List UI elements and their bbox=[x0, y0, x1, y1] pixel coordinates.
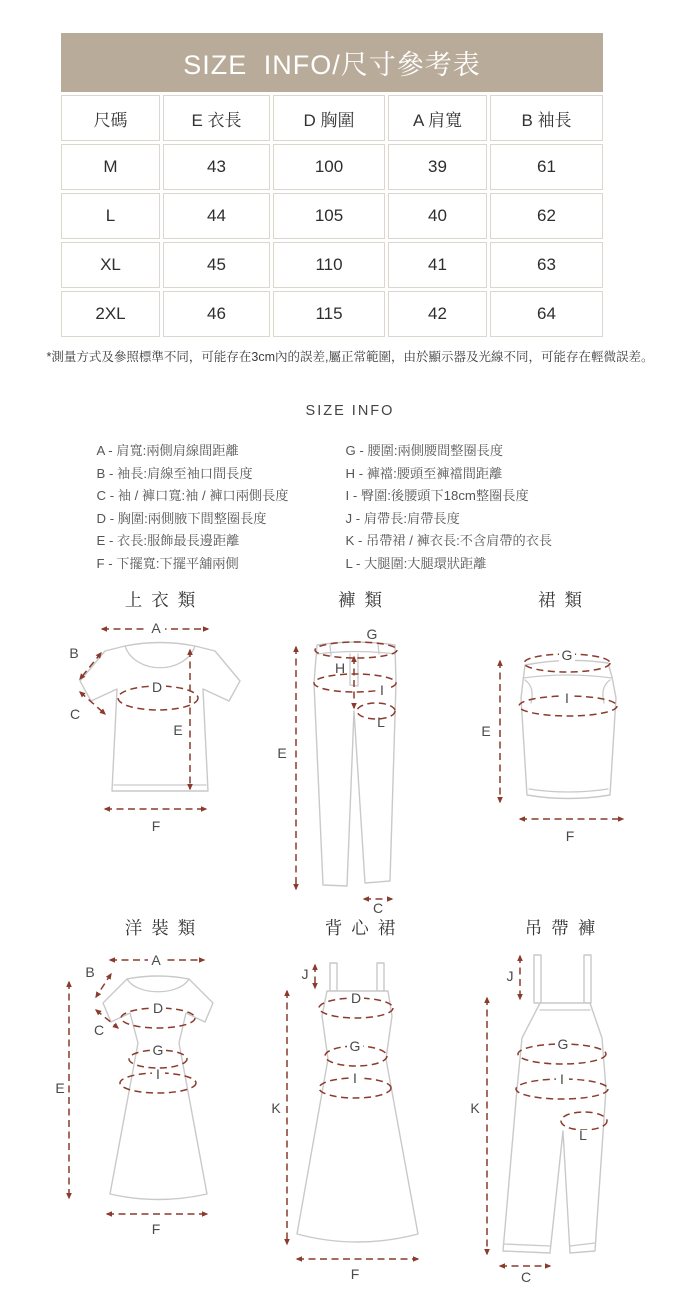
col-header-length: E 衣長 bbox=[163, 95, 270, 141]
diagram-title-tops: 上衣類 bbox=[124, 590, 205, 610]
measure-label-e: E bbox=[277, 745, 287, 761]
cell: L bbox=[61, 193, 160, 239]
measure-label-e: E bbox=[173, 722, 183, 738]
cell: 105 bbox=[273, 193, 385, 239]
legend-item: E - 衣長:服飾最長邊距離 bbox=[96, 533, 240, 548]
dress-diagram bbox=[55, 941, 265, 1238]
disclaimer-text: *測量方式及參照標準不同，可能存在3cm內的誤差,屬正常範圍，由於顯示器及光線不同，可能存在輕微誤差。 bbox=[46, 350, 654, 364]
measure-label-g: G bbox=[152, 1042, 164, 1058]
table-row-xl bbox=[61, 242, 603, 288]
diagram-pants bbox=[260, 587, 460, 915]
measure-label-l: L bbox=[377, 714, 385, 730]
cell: 42 bbox=[388, 291, 487, 337]
measure-label-i: I bbox=[156, 1066, 160, 1082]
cell: 115 bbox=[273, 291, 385, 337]
table-header-row bbox=[61, 95, 603, 141]
skirt-outline bbox=[521, 660, 616, 798]
cell: 2XL bbox=[61, 291, 160, 337]
measure-label-i: I bbox=[565, 690, 569, 706]
measure-label-g: G bbox=[366, 626, 378, 642]
diagram-tops bbox=[60, 587, 260, 915]
overalls-outline bbox=[503, 1003, 606, 1253]
measure-label-d: D bbox=[151, 679, 163, 695]
vest-dress-strap-right bbox=[377, 963, 384, 991]
measure-label-g: G bbox=[349, 1038, 361, 1054]
legend-item: H - 褲襠:腰頭至褲襠間距離 bbox=[345, 465, 503, 481]
size-table-section bbox=[61, 33, 603, 340]
cell: 61 bbox=[490, 144, 603, 190]
overalls-diagram bbox=[460, 941, 660, 1286]
col-header-shoulder: A 肩寬 bbox=[388, 95, 487, 141]
measure-label-g: G bbox=[557, 1036, 569, 1052]
diagram-title-overalls: 吊帶褲 bbox=[524, 918, 605, 938]
measure-label-c: C bbox=[372, 900, 384, 915]
diagram-vest-dress bbox=[260, 915, 460, 1286]
cell: 43 bbox=[163, 144, 270, 190]
table-row-2xl bbox=[61, 291, 603, 337]
legend-item: D - 胸圍:兩側腋下間整圈長度 bbox=[96, 510, 267, 526]
legend-item: I - 臀圍:後腰頭下18cm整圈長度 bbox=[345, 488, 529, 503]
legend-item: G - 腰圍:兩側腰間整圈長度 bbox=[345, 443, 504, 458]
measure-line-b bbox=[96, 974, 111, 997]
cell: 64 bbox=[490, 291, 603, 337]
measure-label-c: C bbox=[93, 1022, 105, 1038]
cell: XL bbox=[61, 242, 160, 288]
vest-dress-strap-left bbox=[330, 963, 337, 991]
measure-label-j: J bbox=[301, 966, 309, 982]
col-header-sleeve: B 袖長 bbox=[490, 95, 603, 141]
cell: 63 bbox=[490, 242, 603, 288]
measure-label-e: E bbox=[481, 723, 491, 739]
skirt-diagram bbox=[470, 613, 650, 853]
tshirt-outline bbox=[80, 643, 240, 792]
measure-section-title: SIZE INFO bbox=[305, 403, 395, 419]
measure-label-a: A bbox=[151, 952, 161, 968]
measure-label-f: F bbox=[350, 1266, 360, 1282]
measure-label-k: K bbox=[271, 1100, 281, 1116]
vest-dress-outline bbox=[297, 991, 418, 1242]
legend-column-right bbox=[346, 440, 604, 575]
measure-label-a: A bbox=[151, 620, 161, 636]
pants-diagram bbox=[270, 613, 450, 915]
col-header-size: 尺碼 bbox=[61, 95, 160, 141]
measure-label-e: E bbox=[55, 1080, 65, 1096]
cell: 45 bbox=[163, 242, 270, 288]
diagram-row-1 bbox=[0, 587, 700, 915]
cell: M bbox=[61, 144, 160, 190]
measure-label-i: I bbox=[380, 682, 384, 698]
legend-item: J - 肩帶長:肩帶長度 bbox=[345, 510, 460, 526]
col-header-bust: D 胸圍 bbox=[273, 95, 385, 141]
diagram-title-skirts: 裙類 bbox=[538, 590, 591, 610]
diagram-title-vest-dress: 背心裙 bbox=[324, 918, 405, 938]
diagram-dresses bbox=[55, 915, 260, 1286]
measure-label-f: F bbox=[565, 828, 575, 844]
diagram-title-pants: 褲類 bbox=[338, 590, 391, 610]
cell: 62 bbox=[490, 193, 603, 239]
legend-item: C - 袖 / 褲口寬:袖 / 褲口兩側長度 bbox=[96, 488, 289, 503]
cell: 41 bbox=[388, 242, 487, 288]
measure-legend bbox=[0, 440, 700, 575]
legend-item: A - 肩寬:兩側肩線間距離 bbox=[96, 443, 239, 458]
legend-item: L - 大腿圍:大腿環狀距離 bbox=[345, 555, 487, 571]
tshirt-diagram bbox=[55, 613, 265, 915]
legend-item: B - 袖長:肩線至袖口間長度 bbox=[96, 465, 253, 481]
measure-label-h: H bbox=[334, 660, 346, 676]
measure-label-l: L bbox=[579, 1127, 587, 1143]
diagram-overalls bbox=[460, 915, 660, 1286]
measure-label-d: D bbox=[350, 990, 362, 1006]
cell: 46 bbox=[163, 291, 270, 337]
legend-item: K - 吊帶裙 / 褲衣長:不含肩帶的衣長 bbox=[345, 533, 553, 548]
overalls-strap-left bbox=[534, 955, 541, 1003]
measure-label-b: B bbox=[69, 645, 79, 661]
measure-label-g: G bbox=[561, 647, 573, 663]
overalls-strap-right bbox=[584, 955, 591, 1003]
diagram-title-dresses: 洋裝類 bbox=[124, 918, 205, 938]
legend-item: F - 下擺寬:下擺平舖兩側 bbox=[96, 555, 239, 571]
cell: 40 bbox=[388, 193, 487, 239]
measure-label-f: F bbox=[151, 1221, 161, 1237]
vest-dress-diagram bbox=[265, 941, 455, 1283]
measure-label-i: I bbox=[353, 1070, 357, 1086]
legend-column-left bbox=[97, 440, 332, 575]
table-row-m bbox=[61, 144, 603, 190]
size-table bbox=[58, 92, 606, 340]
measure-label-k: K bbox=[470, 1100, 480, 1116]
measure-label-i: I bbox=[560, 1071, 564, 1087]
measure-label-f: F bbox=[151, 818, 161, 834]
size-table-title: SIZE INFO/尺寸參考表 bbox=[61, 33, 603, 92]
measure-label-c: C bbox=[69, 706, 81, 722]
measure-label-c: C bbox=[520, 1269, 532, 1285]
diagram-skirts bbox=[460, 587, 660, 915]
measure-label-j: J bbox=[506, 968, 514, 984]
cell: 100 bbox=[273, 144, 385, 190]
cell: 44 bbox=[163, 193, 270, 239]
table-row-l bbox=[61, 193, 603, 239]
cell: 110 bbox=[273, 242, 385, 288]
measure-label-d: D bbox=[152, 1000, 164, 1016]
measure-label-b: B bbox=[85, 964, 95, 980]
cell: 39 bbox=[388, 144, 487, 190]
diagram-row-2 bbox=[0, 915, 700, 1286]
pants-outline bbox=[314, 642, 396, 886]
